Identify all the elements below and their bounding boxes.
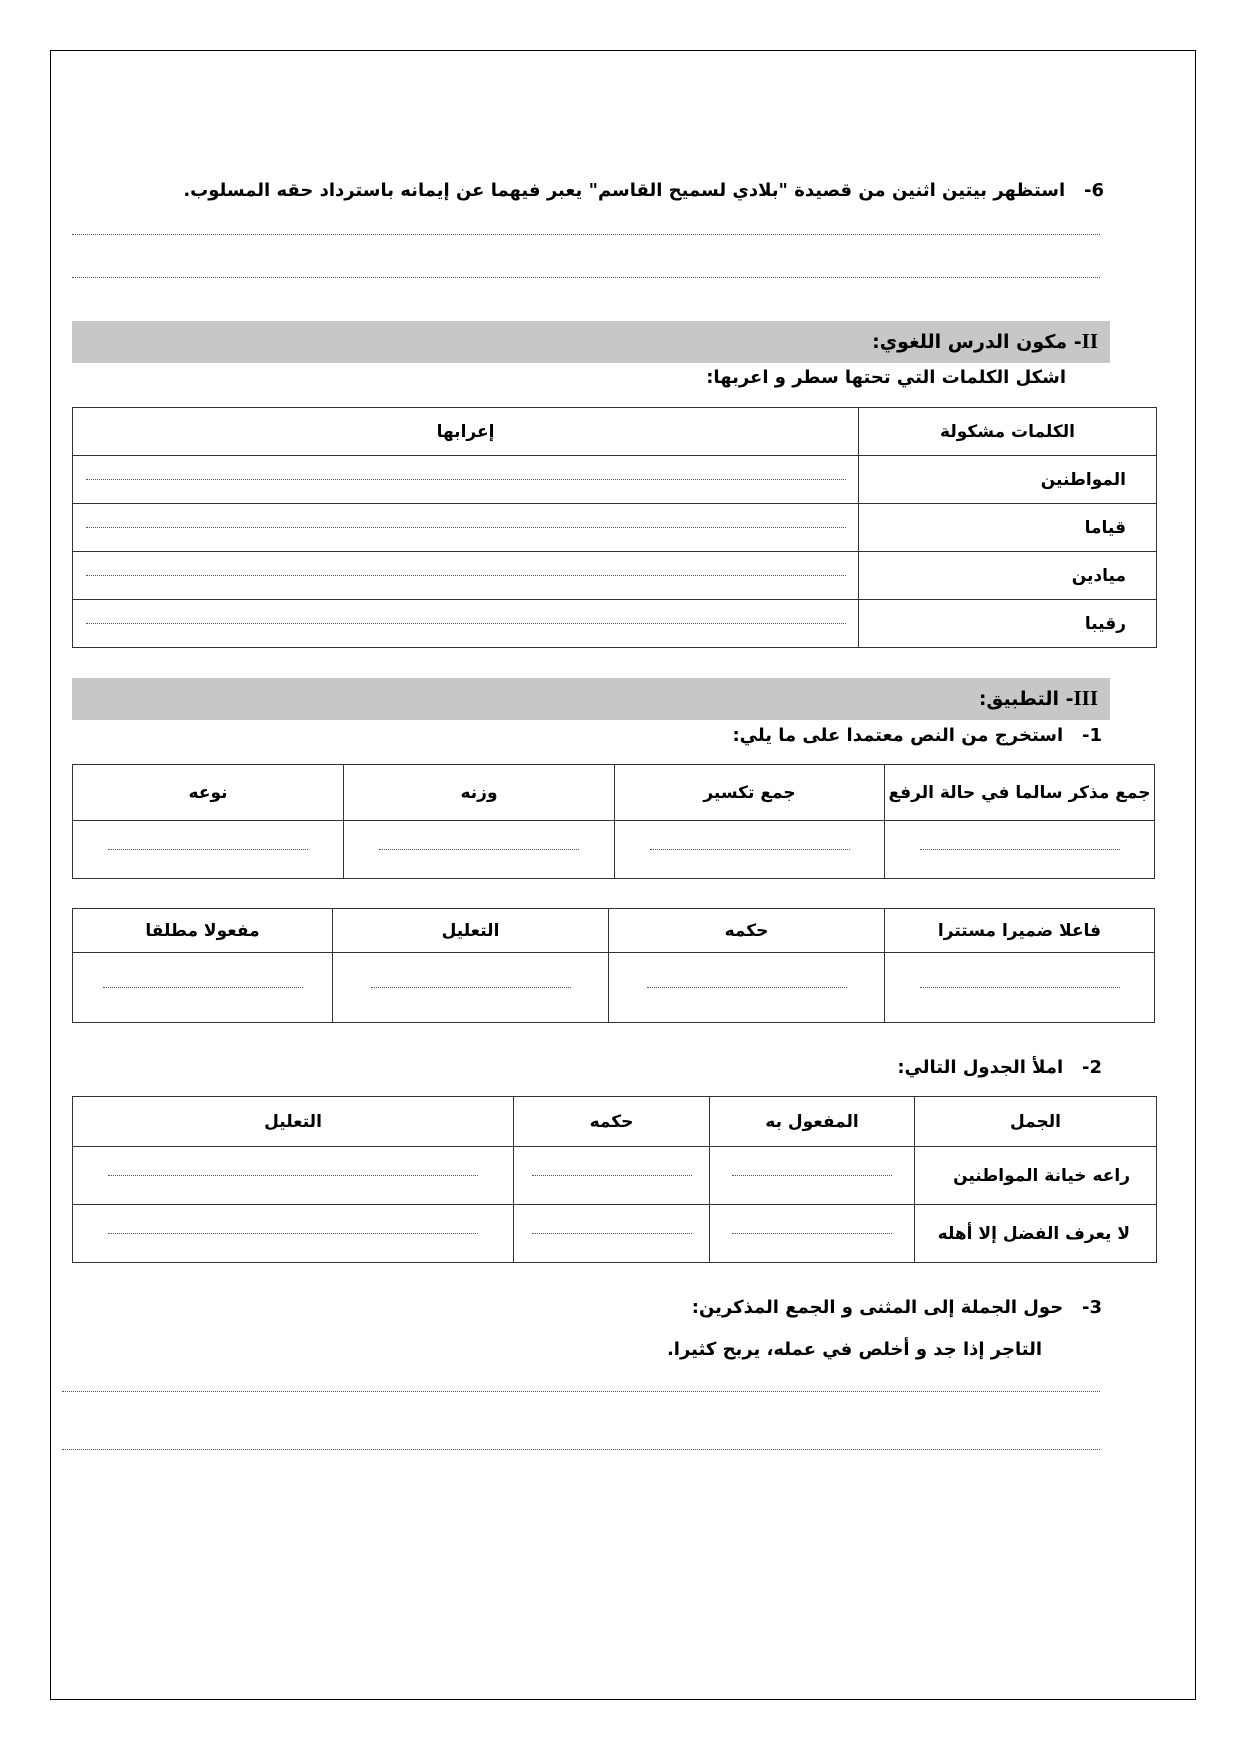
- table-row-word: قياما: [859, 504, 1157, 552]
- section-2-instruction: اشكل الكلمات التي تحتها سطر و اعربها:: [706, 367, 1066, 388]
- header-cell: إعرابها: [73, 408, 859, 456]
- extraction-table-2: [72, 908, 1155, 1023]
- question-6: [183, 180, 1104, 201]
- section-3-title: - التطبيق:: [978, 688, 1074, 710]
- header-cell: وزنه: [344, 765, 615, 821]
- question-2-number: 2-: [1081, 1057, 1102, 1078]
- extraction-table-1: [72, 764, 1155, 879]
- section-2-header: [72, 321, 1110, 363]
- question-1-text: استخرج من النص معتمدا على ما يلي:: [732, 725, 1064, 746]
- answer-line[interactable]: [72, 277, 1100, 278]
- question-2: [897, 1057, 1102, 1078]
- header-cell: الجمل: [915, 1097, 1157, 1147]
- table-row-word: رقيبا: [859, 600, 1157, 648]
- answer-cell[interactable]: [615, 821, 885, 879]
- answer-cell[interactable]: [710, 1147, 915, 1205]
- table-row-sentence: راعه خيانة المواطنين: [915, 1147, 1157, 1205]
- answer-line[interactable]: [62, 1449, 1100, 1450]
- header-cell: التعليل: [333, 909, 609, 953]
- section-3-header: [72, 678, 1110, 720]
- answer-cell[interactable]: [73, 821, 344, 879]
- table-row-word: ميادين: [859, 552, 1157, 600]
- header-cell: جمع تكسير: [615, 765, 885, 821]
- fill-table: [72, 1096, 1157, 1263]
- answer-line[interactable]: [72, 234, 1100, 235]
- question-3: [692, 1297, 1102, 1318]
- section-2-title: - مكون الدرس اللغوي:: [872, 331, 1082, 353]
- answer-cell[interactable]: [73, 1205, 514, 1263]
- answer-cell[interactable]: [344, 821, 615, 879]
- answer-cell[interactable]: [333, 953, 609, 1023]
- section-2-roman: II: [1081, 329, 1098, 353]
- answer-cell[interactable]: [710, 1205, 915, 1263]
- answer-cell[interactable]: [514, 1147, 710, 1205]
- answer-cell[interactable]: [73, 600, 859, 648]
- header-cell: التعليل: [73, 1097, 514, 1147]
- answer-cell[interactable]: [73, 504, 859, 552]
- header-cell: مفعولا مطلقا: [73, 909, 333, 953]
- table-row-sentence: لا يعرف الفضل إلا أهله: [915, 1205, 1157, 1263]
- section-3-roman: III: [1073, 686, 1098, 710]
- header-cell: حكمه: [514, 1097, 710, 1147]
- answer-cell[interactable]: [885, 953, 1155, 1023]
- header-cell: جمع مذكر سالما في حالة الرفع: [885, 765, 1155, 821]
- answer-cell[interactable]: [73, 456, 859, 504]
- header-cell: حكمه: [609, 909, 885, 953]
- answer-cell[interactable]: [609, 953, 885, 1023]
- question-3-text: حول الجملة إلى المثنى و الجمع المذكرين:: [691, 1297, 1064, 1318]
- question-6-text: استظهر بيتين اثنين من قصيدة "بلادي لسميح القاسم" يعبر فيهما عن إيمانه باسترداد حقه المسلوب.: [183, 180, 1066, 201]
- question-3-number: 3-: [1081, 1297, 1102, 1318]
- answer-line[interactable]: [62, 1391, 1100, 1392]
- parsing-table: [72, 407, 1157, 648]
- question-6-number: 6-: [1083, 180, 1104, 201]
- header-cell: الكلمات مشكولة: [859, 408, 1157, 456]
- question-1: [732, 725, 1102, 746]
- answer-cell[interactable]: [885, 821, 1155, 879]
- answer-cell[interactable]: [73, 953, 333, 1023]
- question-3-sentence: التاجر إذا جد و أخلص في عمله، يربح كثيرا.: [666, 1339, 1042, 1360]
- answer-cell[interactable]: [73, 552, 859, 600]
- answer-cell[interactable]: [514, 1205, 710, 1263]
- header-cell: المفعول به: [710, 1097, 915, 1147]
- header-cell: نوعه: [73, 765, 344, 821]
- header-cell: فاعلا ضميرا مستترا: [885, 909, 1155, 953]
- question-1-number: 1-: [1081, 725, 1102, 746]
- question-2-text: املأ الجدول التالي:: [897, 1057, 1064, 1078]
- answer-cell[interactable]: [73, 1147, 514, 1205]
- table-row-word: المواطنين: [859, 456, 1157, 504]
